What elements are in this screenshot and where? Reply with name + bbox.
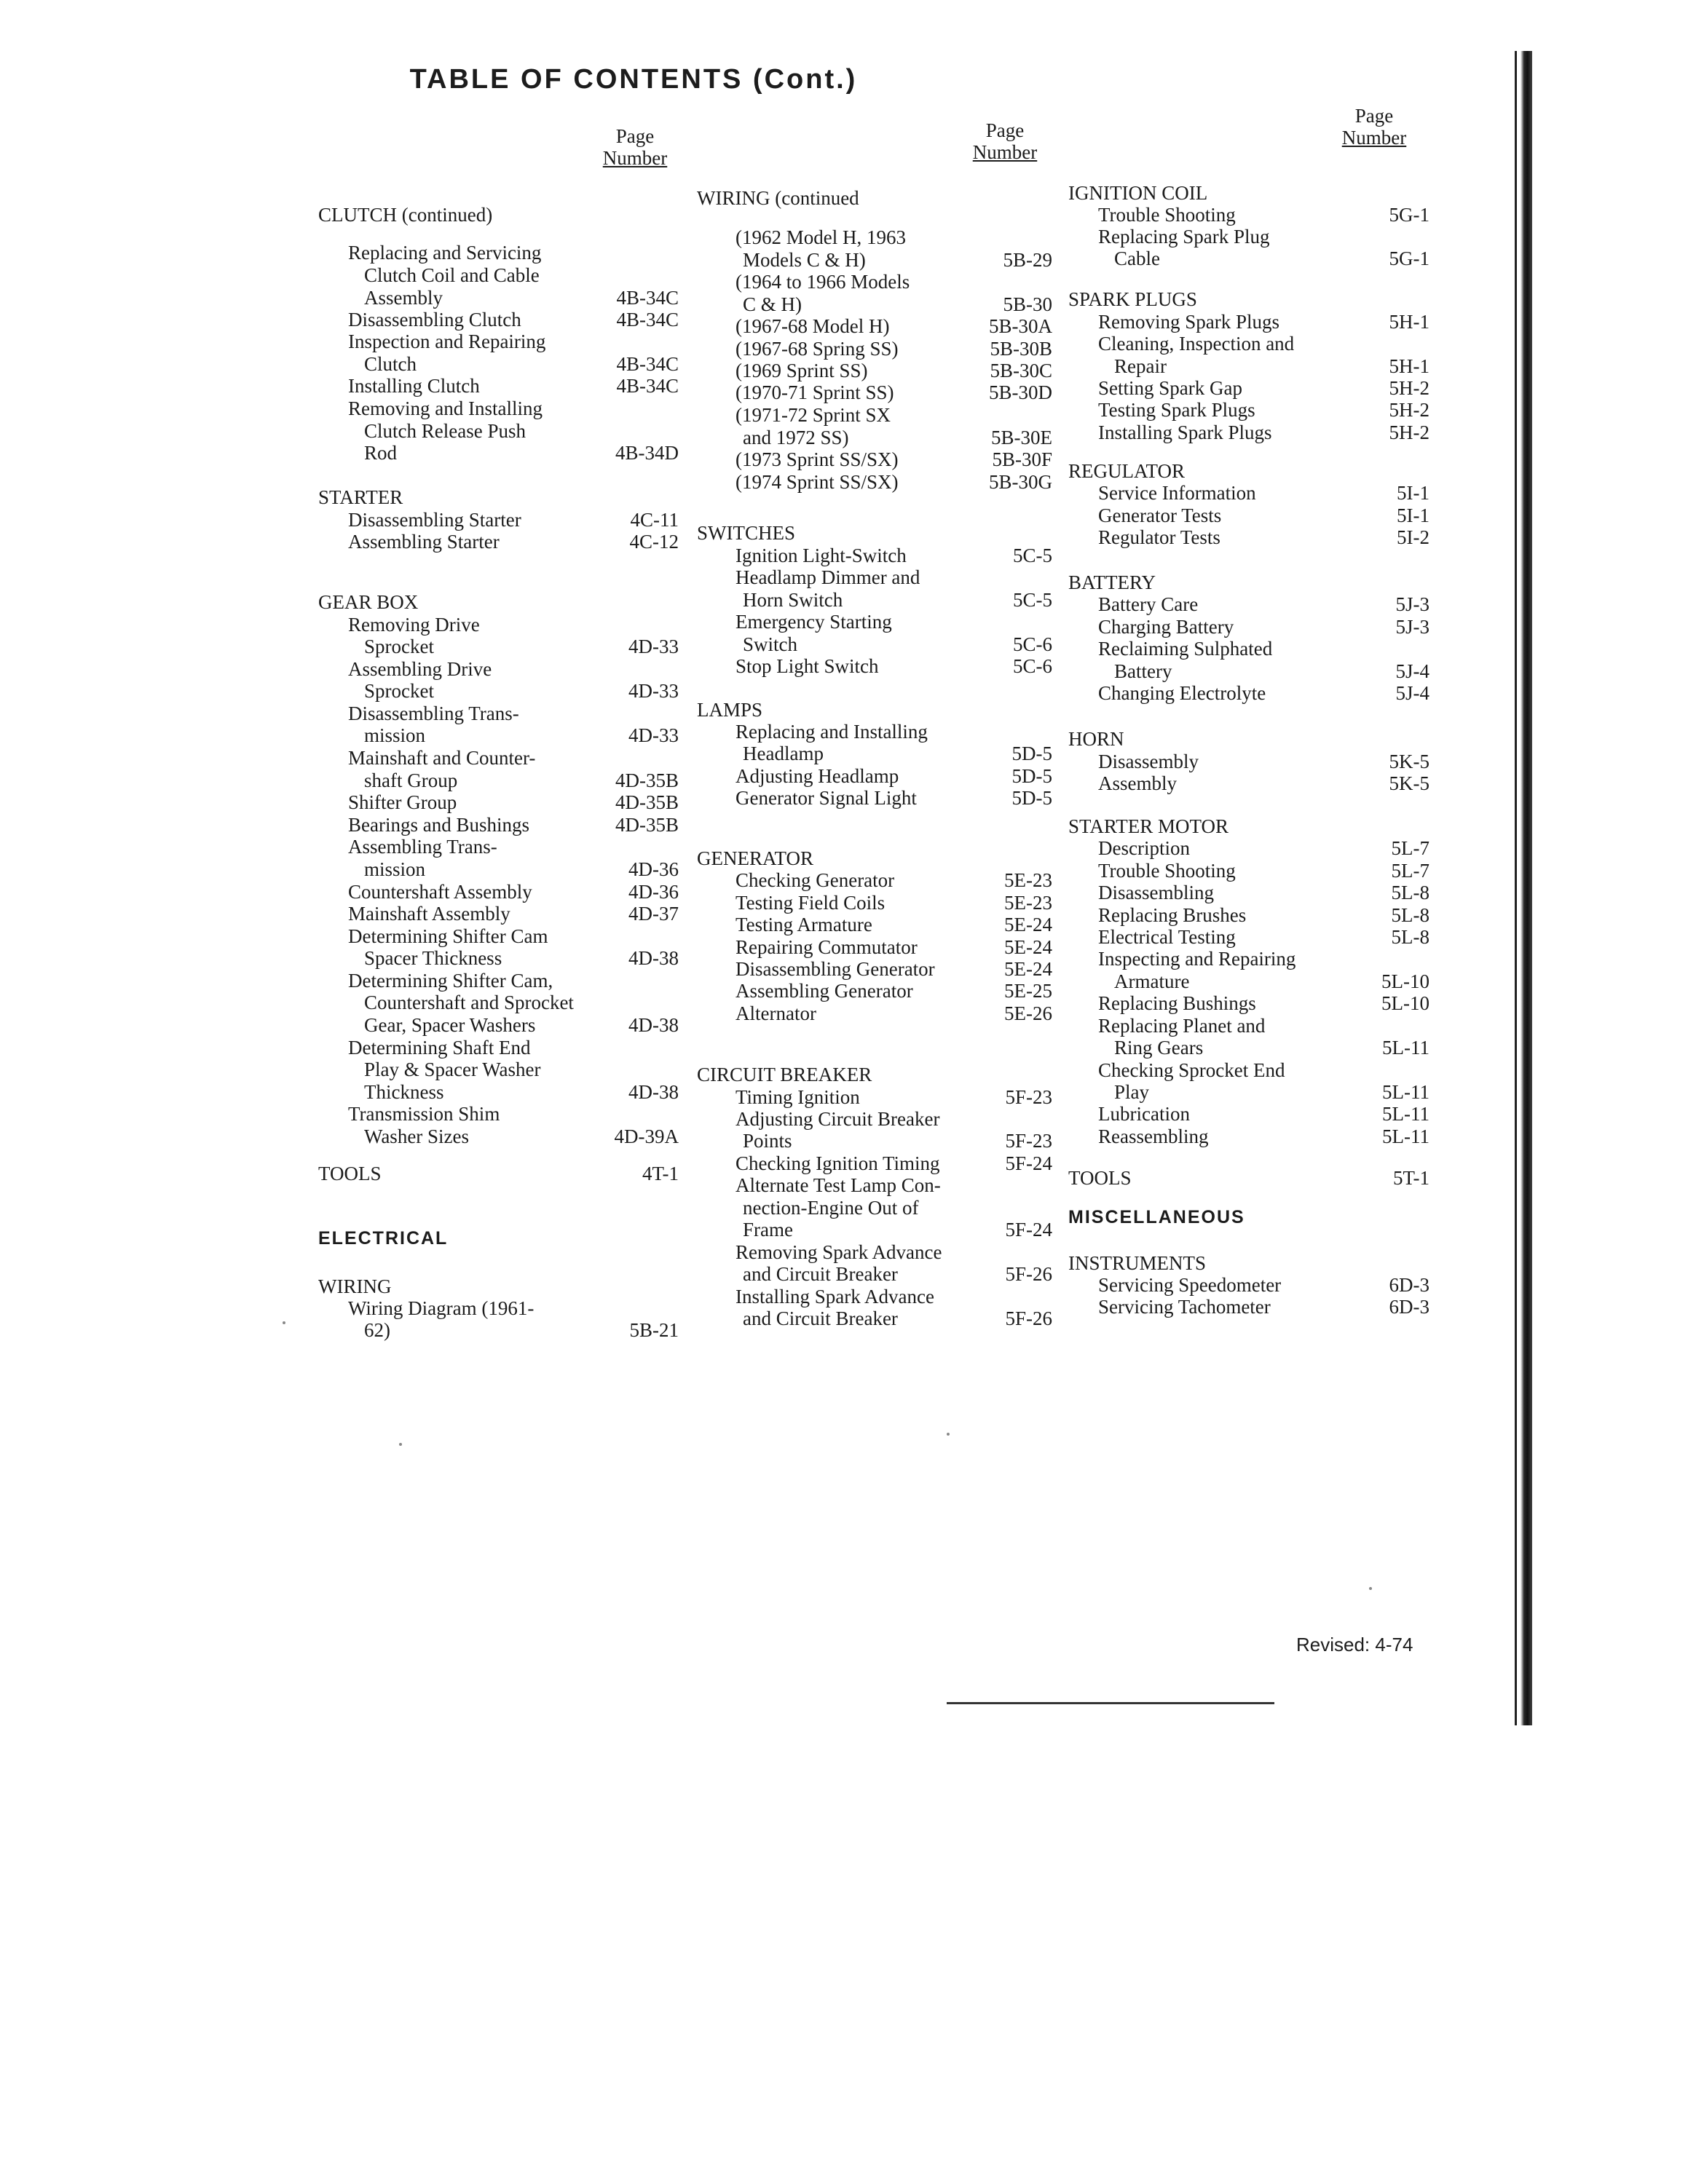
toc-entry: Stop Light Switch: [735, 655, 879, 677]
page-number: 5H-1: [1389, 311, 1429, 333]
scan-speck: [399, 1443, 402, 1446]
page-number: 6D-3: [1389, 1296, 1429, 1318]
toc-entry: Adjusting Circuit Breaker: [735, 1108, 940, 1130]
toc-entry: and Circuit Breaker: [743, 1307, 898, 1329]
page-number: 4C-12: [629, 531, 679, 553]
toc-entry: Gear, Spacer Washers: [364, 1014, 536, 1036]
page-number: 5C-5: [1013, 545, 1052, 566]
toc-entry: Inspecting and Repairing: [1098, 948, 1296, 970]
page-number: 4B-34C: [616, 375, 679, 397]
toc-entry: Bearings and Bushings: [348, 814, 529, 836]
toc-entry: Models C & H): [743, 249, 866, 271]
section-heading: WIRING (continued: [697, 187, 859, 209]
toc-entry: Determining Shifter Cam,: [348, 970, 553, 992]
toc-entry: Determining Shaft End: [348, 1037, 531, 1059]
toc-entry: Armature: [1114, 970, 1190, 992]
toc-entry: Testing Armature: [735, 914, 872, 935]
page-title: TABLE OF CONTENTS (Cont.): [409, 64, 858, 95]
page-number: 5G-1: [1389, 248, 1429, 269]
section-heading: INSTRUMENTS: [1068, 1252, 1207, 1274]
toc-entry: Service Information: [1098, 482, 1256, 504]
section-heading: STARTER: [318, 486, 403, 508]
section-heading: STARTER MOTOR: [1068, 815, 1228, 837]
section-heading: GENERATOR: [697, 847, 814, 869]
toc-entry: (1971-72 Sprint SX: [735, 404, 891, 426]
toc-entry: Disassembling Generator: [735, 958, 935, 980]
page-number: 5I-1: [1397, 505, 1429, 526]
page-number-header: Page Number: [972, 119, 1038, 163]
toc-entry: Disassembling Clutch: [348, 309, 521, 331]
page-number: 5E-24: [1004, 936, 1052, 958]
page-number: 5B-30: [1003, 293, 1052, 315]
toc-entry: and Circuit Breaker: [743, 1263, 898, 1285]
toc-entry: (1964 to 1966 Models: [735, 271, 910, 293]
page-number: 5F-23: [1005, 1130, 1052, 1152]
page-number: 5L-7: [1391, 837, 1429, 859]
section-heading: TOOLS: [1068, 1167, 1132, 1189]
page-number: 5B-30D: [989, 381, 1052, 403]
toc-entry: Play & Spacer Washer: [364, 1059, 541, 1080]
toc-entry: nection-Engine Out of: [743, 1197, 919, 1219]
toc-entry: Rod: [364, 442, 398, 464]
page-number: 4D-38: [628, 947, 679, 969]
page-number: 5B-21: [629, 1319, 679, 1341]
page-number: 5D-5: [1011, 787, 1052, 809]
toc-entry: Points: [743, 1130, 792, 1152]
toc-entry: Electrical Testing: [1098, 926, 1236, 948]
toc-entry: Reclaiming Sulphated: [1098, 638, 1273, 660]
scan-speck: [947, 1433, 950, 1436]
page-number: 5E-25: [1004, 980, 1052, 1002]
section-heading: SPARK PLUGS: [1068, 288, 1197, 310]
toc-entry: Inspection and Repairing: [348, 331, 546, 352]
page-number: 5C-5: [1013, 589, 1052, 611]
toc-entry: Countershaft Assembly: [348, 881, 532, 903]
page-number: 5L-11: [1382, 1081, 1429, 1103]
toc-entry: (1969 Sprint SS): [735, 360, 868, 381]
toc-entry: (1967-68 Model H): [735, 315, 890, 337]
page-number: 4D-39A: [614, 1125, 679, 1147]
page-number: 5H-2: [1389, 399, 1429, 421]
toc-entry: Generator Signal Light: [735, 787, 917, 809]
toc-entry: Cleaning, Inspection and: [1098, 333, 1295, 355]
toc-entry: Replacing Planet and: [1098, 1015, 1266, 1037]
toc-entry: Ring Gears: [1114, 1037, 1204, 1059]
toc-entry: Mainshaft and Counter-: [348, 747, 536, 769]
toc-entry: Disassembling: [1098, 882, 1214, 903]
page-number: 4D-38: [628, 1014, 679, 1036]
toc-entry: Assembling Drive: [348, 658, 492, 680]
page-number: 4D-35B: [615, 814, 679, 836]
page-number: 5E-23: [1004, 892, 1052, 914]
page-number: 5E-24: [1004, 914, 1052, 935]
toc-entry: Setting Spark Gap: [1098, 377, 1242, 399]
toc-entry: (1962 Model H, 1963: [735, 226, 906, 248]
page-number: 5L-11: [1382, 1125, 1429, 1147]
page-number: 5L-10: [1381, 992, 1429, 1014]
page-number: 5E-24: [1004, 958, 1052, 980]
page-number: 4T-1: [642, 1163, 679, 1184]
page-number: 5J-4: [1395, 682, 1429, 704]
page-number: 5L-7: [1391, 860, 1429, 882]
page-number: 4B-34C: [616, 353, 679, 375]
toc-entry: Removing and Installing: [348, 397, 543, 419]
section-heading: SWITCHES: [697, 522, 795, 544]
page-number: 4D-36: [628, 858, 679, 880]
section-heading: CLUTCH (continued): [318, 204, 493, 226]
page-number: 5H-2: [1389, 422, 1429, 443]
page-number: 4D-35B: [615, 769, 679, 791]
page-number: 4C-11: [630, 509, 679, 531]
section-heading: HORN: [1068, 728, 1124, 750]
toc-entry: Checking Generator: [735, 869, 895, 891]
toc-entry: mission: [364, 858, 426, 880]
toc-entry: Emergency Starting: [735, 611, 892, 633]
page-number: 5B-30A: [989, 315, 1052, 337]
section-heading: CIRCUIT BREAKER: [697, 1064, 872, 1085]
page-number: 5F-24: [1005, 1219, 1052, 1241]
toc-entry: (1967-68 Spring SS): [735, 338, 899, 360]
toc-entry: Replacing and Installing: [735, 721, 928, 743]
toc-entry: Changing Electrolyte: [1098, 682, 1266, 704]
toc-entry: (1974 Sprint SS/SX): [735, 471, 899, 493]
page-number: 5L-11: [1382, 1103, 1429, 1125]
toc-entry: Frame: [743, 1219, 793, 1241]
toc-entry: Removing Spark Plugs: [1098, 311, 1280, 333]
page-number: 5E-23: [1004, 869, 1052, 891]
page-number: 4D-35B: [615, 791, 679, 813]
toc-entry: Regulator Tests: [1098, 526, 1220, 548]
toc-entry: Reassembling: [1098, 1125, 1209, 1147]
section-heading: BATTERY: [1068, 571, 1156, 593]
toc-entry: mission: [364, 724, 426, 746]
toc-entry: Replacing and Servicing: [348, 242, 542, 264]
page-number: 6D-3: [1389, 1274, 1429, 1296]
toc-entry: Thickness: [364, 1081, 444, 1103]
page-number: 5F-26: [1005, 1263, 1052, 1285]
page-number: 4D-38: [628, 1081, 679, 1103]
toc-entry: Washer Sizes: [364, 1125, 470, 1147]
toc-entry: Countershaft and Sprocket: [364, 992, 574, 1013]
toc-entry: Charging Battery: [1098, 616, 1234, 638]
toc-entry: Transmission Shim: [348, 1103, 500, 1125]
scan-speck: [1369, 1587, 1372, 1590]
page-number: 5D-5: [1011, 743, 1052, 764]
toc-entry: Replacing Bushings: [1098, 992, 1256, 1014]
page-number: 5C-6: [1013, 633, 1052, 655]
toc-entry: Sprocket: [364, 680, 434, 702]
page-number: 5G-1: [1389, 204, 1429, 226]
toc-entry: Sprocket: [364, 636, 434, 657]
toc-entry: Assembling Generator: [735, 980, 913, 1002]
divider: [947, 1702, 1274, 1704]
page-number: 5B-30B: [990, 338, 1052, 360]
toc-entry: Ignition Light-Switch: [735, 545, 907, 566]
toc-entry: Servicing Speedometer: [1098, 1274, 1282, 1296]
toc-entry: C & H): [743, 293, 802, 315]
page-number: 5T-1: [1392, 1167, 1429, 1189]
toc-entry: Spacer Thickness: [364, 947, 502, 969]
page-number: 5J-3: [1395, 616, 1429, 638]
toc-entry: Replacing Brushes: [1098, 904, 1247, 926]
toc-entry: Clutch Coil and Cable: [364, 264, 540, 286]
page-number-header: Page Number: [602, 125, 668, 169]
toc-entry: Repairing Commutator: [735, 936, 918, 958]
page-number: 5L-8: [1391, 882, 1429, 903]
page-number: 5K-5: [1389, 772, 1429, 794]
toc-entry: 62): [364, 1319, 390, 1341]
page-edge-line: [1515, 51, 1517, 1725]
page-number: 5J-3: [1395, 593, 1429, 615]
toc-entry: Cable: [1114, 248, 1160, 269]
section-heading: REGULATOR: [1068, 460, 1186, 482]
toc-entry: Trouble Shooting: [1098, 204, 1236, 226]
toc-entry: Repair: [1114, 355, 1167, 377]
toc-entry: Timing Ignition: [735, 1086, 860, 1108]
page-number: 5B-30G: [989, 471, 1052, 493]
page-number-header: Page Number: [1341, 105, 1407, 149]
toc-entry: Alternator: [735, 1002, 816, 1024]
toc-entry: Replacing Spark Plug: [1098, 226, 1270, 248]
page-number: 5E-26: [1004, 1002, 1052, 1024]
page-number: 5F-26: [1005, 1307, 1052, 1329]
toc-entry: (1970-71 Sprint SS): [735, 381, 894, 403]
toc-entry: Assembly: [364, 287, 443, 309]
toc-entry: Headlamp Dimmer and: [735, 566, 920, 588]
toc-entry: Disassembling Starter: [348, 509, 521, 531]
page-number: 4B-34C: [616, 287, 679, 309]
toc-entry: Switch: [743, 633, 798, 655]
toc-entry: Installing Spark Advance: [735, 1286, 934, 1307]
toc-entry: Assembling Trans-: [348, 836, 497, 858]
toc-entry: Clutch: [364, 353, 417, 375]
page-number: 5L-11: [1382, 1037, 1429, 1059]
toc-entry: Battery Care: [1098, 593, 1199, 615]
toc-entry: Horn Switch: [743, 589, 843, 611]
toc-entry: Shifter Group: [348, 791, 457, 813]
page-number: 4D-37: [628, 903, 679, 925]
toc-entry: Installing Clutch: [348, 375, 480, 397]
toc-entry: Generator Tests: [1098, 505, 1222, 526]
section-heading: GEAR BOX: [318, 591, 419, 613]
toc-entry: Clutch Release Push: [364, 420, 526, 442]
page-number: 4D-33: [628, 680, 679, 702]
page-number: 5B-30C: [990, 360, 1052, 381]
toc-entry: Alternate Test Lamp Con-: [735, 1174, 941, 1196]
toc-entry: Play: [1114, 1081, 1150, 1103]
section-heading: LAMPS: [697, 699, 763, 721]
page-number: 5F-24: [1005, 1152, 1052, 1174]
page-number: 5I-2: [1397, 526, 1429, 548]
scan-speck: [283, 1321, 285, 1324]
revision-note: Revised: 4-74: [1296, 1634, 1413, 1655]
toc-entry: Assembling Starter: [348, 531, 500, 553]
toc-entry: Wiring Diagram (1961-: [348, 1297, 535, 1319]
page-number: 5D-5: [1011, 765, 1052, 787]
toc-entry: Removing Drive: [348, 614, 480, 636]
section-heading: TOOLS: [318, 1163, 382, 1184]
page-number: 4B-34C: [616, 309, 679, 331]
toc-entry: and 1972 SS): [743, 427, 849, 448]
page-number: 5B-29: [1003, 249, 1052, 271]
page-number: 5I-1: [1397, 482, 1429, 504]
page-number: 5B-30F: [992, 448, 1052, 470]
section-heading: IGNITION COIL: [1068, 182, 1208, 204]
page-number: 5H-1: [1389, 355, 1429, 377]
toc-entry: Installing Spark Plugs: [1098, 422, 1272, 443]
page-number: 5L-8: [1391, 926, 1429, 948]
page-number: 4D-33: [628, 724, 679, 746]
toc-entry: Removing Spark Advance: [735, 1241, 942, 1263]
page-number: 4B-34D: [615, 442, 679, 464]
toc-entry: shaft Group: [364, 769, 458, 791]
page-number: 5F-23: [1005, 1086, 1052, 1108]
toc-entry: Mainshaft Assembly: [348, 903, 510, 925]
scanned-page-edge: [1521, 51, 1532, 1725]
section-heading: MISCELLANEOUS: [1068, 1207, 1245, 1227]
toc-entry: Trouble Shooting: [1098, 860, 1236, 882]
toc-entry: Checking Ignition Timing: [735, 1152, 940, 1174]
page-number: 5B-30E: [991, 427, 1052, 448]
toc-entry: Description: [1098, 837, 1190, 859]
page-number: 5K-5: [1389, 751, 1429, 772]
page-number: 5J-4: [1395, 660, 1429, 682]
page-number: 4D-33: [628, 636, 679, 657]
toc-entry: Disassembling Trans-: [348, 703, 519, 724]
section-heading: ELECTRICAL: [318, 1228, 449, 1249]
toc-entry: Disassembly: [1098, 751, 1199, 772]
toc-entry: Headlamp: [743, 743, 824, 764]
toc-entry: (1973 Sprint SS/SX): [735, 448, 899, 470]
toc-entry: Checking Sprocket End: [1098, 1059, 1285, 1081]
page-number: 5L-8: [1391, 904, 1429, 926]
toc-entry: Battery: [1114, 660, 1172, 682]
toc-entry: Testing Field Coils: [735, 892, 886, 914]
page-number: 5H-2: [1389, 377, 1429, 399]
toc-entry: Assembly: [1098, 772, 1177, 794]
page-number: 5L-10: [1381, 970, 1429, 992]
toc-entry: Lubrication: [1098, 1103, 1190, 1125]
toc-entry: Determining Shifter Cam: [348, 925, 548, 947]
page-number: 5C-6: [1013, 655, 1052, 677]
section-heading: WIRING: [318, 1275, 392, 1297]
toc-entry: Testing Spark Plugs: [1098, 399, 1255, 421]
toc-entry: Adjusting Headlamp: [735, 765, 899, 787]
page-number: 4D-36: [628, 881, 679, 903]
toc-entry: Servicing Tachometer: [1098, 1296, 1271, 1318]
